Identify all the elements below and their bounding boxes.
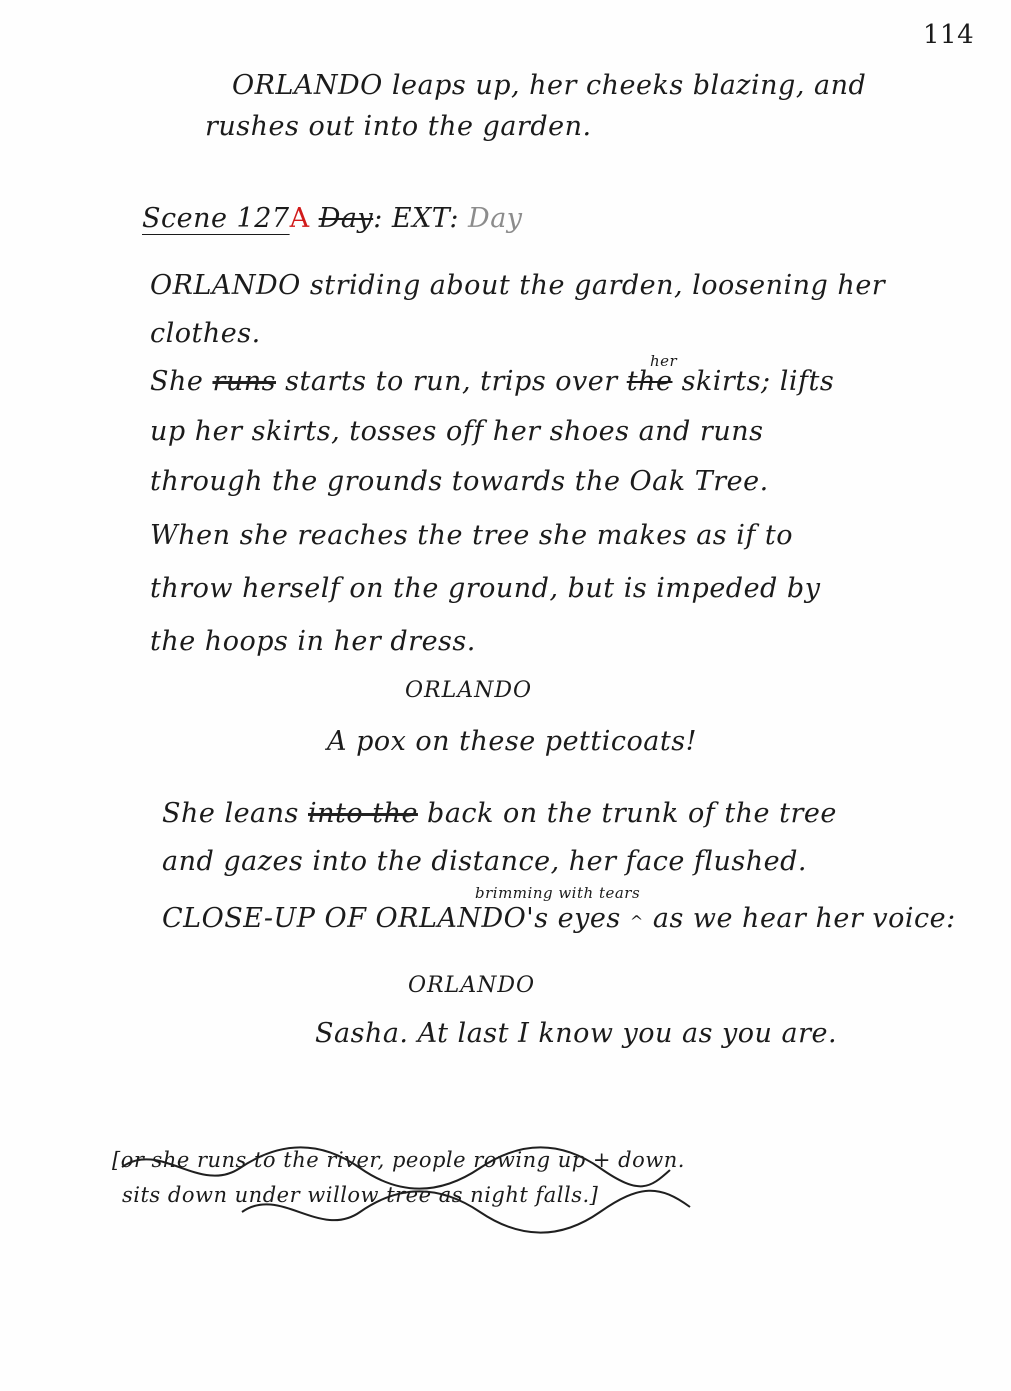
- action-2-line-3-end: as we hear her voice:: [652, 903, 956, 934]
- action-2-line-3-start: CLOSE-UP OF ORLANDO's eyes: [162, 903, 621, 934]
- bracketed-note-line-2: sits down under willow tree as night falls.]: [122, 1183, 599, 1207]
- insertion-caret: ^: [629, 912, 644, 931]
- action-line-4: up her skirts, tosses off her shoes and runs: [150, 416, 764, 447]
- note-wave-line-2: [242, 1191, 690, 1233]
- action-line-6: When she reaches the tree she makes as if to: [150, 520, 794, 551]
- action-line-3-end: skirts; lifts: [681, 366, 835, 397]
- scene-struck-word: Day: [318, 203, 374, 234]
- action-2-line-1-start: She leans: [162, 798, 299, 829]
- dialogue-1-character: ORLANDO: [405, 678, 533, 703]
- action-line-8: the hoops in her dress.: [150, 626, 476, 657]
- action-line-3-struck: runs: [212, 366, 277, 397]
- action-line-3-insert: her: [650, 352, 678, 370]
- action-line-7: throw herself on the ground, but is impeded by: [150, 573, 821, 604]
- scene-added-letter: A: [289, 203, 310, 234]
- action-line-2: clothes.: [150, 318, 261, 349]
- dialogue-2-line: Sasha. At last I know you as you are.: [315, 1018, 838, 1049]
- page-number: 114: [923, 20, 975, 50]
- action-line-3-struck-2: the: [626, 366, 673, 397]
- action-line-3-middle: starts to run, trips over: [285, 366, 618, 397]
- action-2-insert: brimming with tears: [475, 884, 641, 902]
- scene-ext: : EXT:: [373, 203, 459, 234]
- scene-day: Day: [468, 203, 523, 234]
- scene-label: Scene 127: [142, 203, 290, 234]
- opening-line-1: ORLANDO leaps up, her cheeks blazing, and: [232, 70, 867, 101]
- action-line-1: ORLANDO striding about the garden, loosening her: [150, 270, 886, 301]
- action-2-line-2: and gazes into the distance, her face flushed.: [162, 846, 808, 877]
- action-2-line-1-end: back on the trunk of the tree: [427, 798, 837, 829]
- note-wave-line-1: [122, 1147, 670, 1188]
- action-line-5: through the grounds towards the Oak Tree.: [150, 466, 769, 497]
- dialogue-1-line: A pox on these petticoats!: [327, 726, 697, 757]
- dialogue-2-character: ORLANDO: [408, 973, 536, 998]
- action-line-3-start: She: [150, 366, 204, 397]
- bracketed-note-line-1: [or she runs to the river, people rowing up + down.: [112, 1148, 685, 1172]
- action-2-line-1-struck: into the: [308, 798, 418, 829]
- opening-line-2: rushes out into the garden.: [205, 111, 592, 142]
